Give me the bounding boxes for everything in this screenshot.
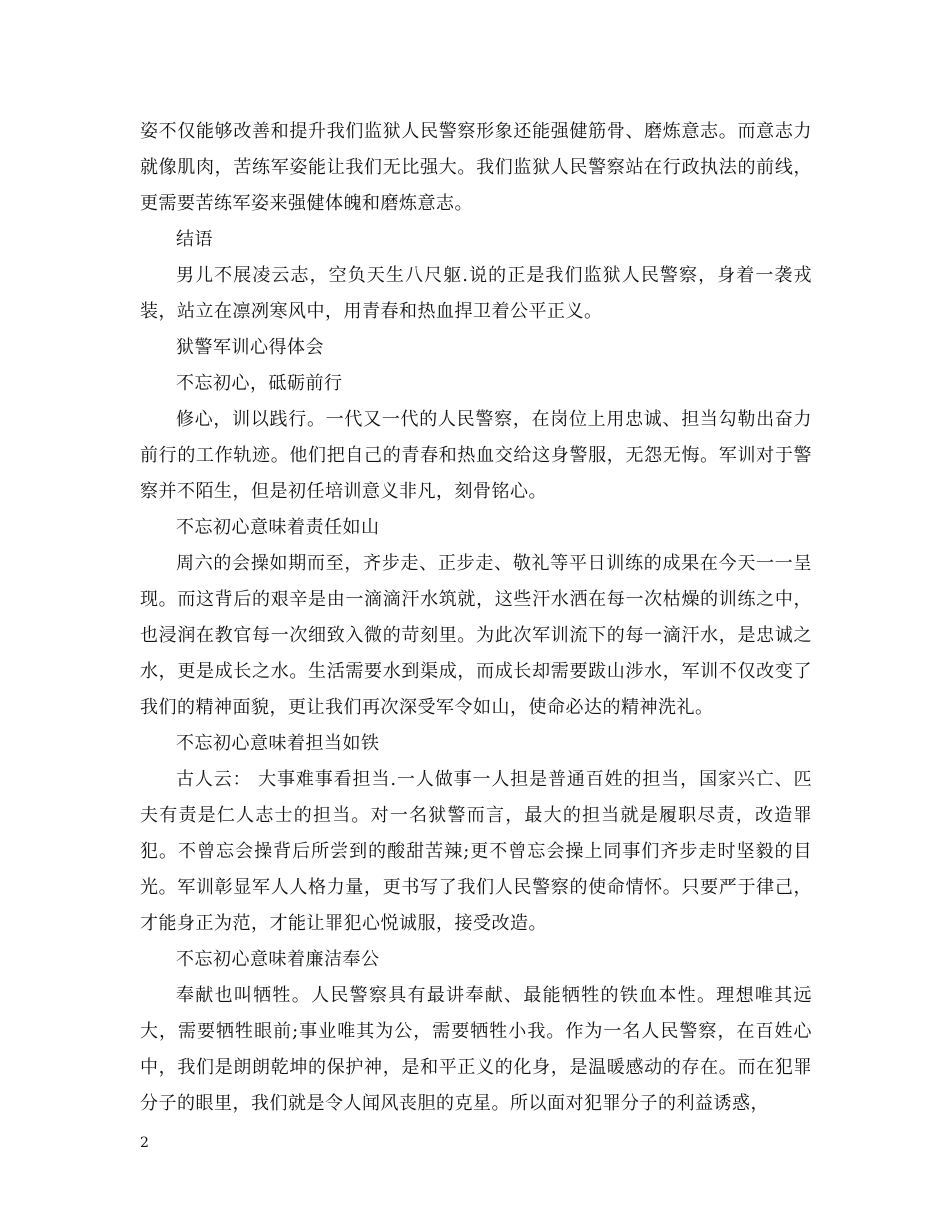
paragraph: 姿不仅能够改善和提升我们监狱人民警察形象还能强健筋骨、磨炼意志。而意志力就像肌肉，苦练军姿能让我们无比强大。我们监狱人民警察站在行政执法的前线，更需要苦练军姿来强健体魄和磨炼意志。 — [140, 121, 812, 214]
body-text — [140, 114, 812, 1122]
paragraph: 周六的会操如期而至，齐步走、正步走、敬礼等平日训练的成果在今天一一呈现。而这背后的艰辛是由一滴滴汗水筑就，这些汗水洒在每一次枯燥的训练之中，也浸润在教官每一次细致入微的苛刻里。为此次军训流下的每一滴汗水，是忠诚之水，更是成长之水。生活需要水到渠成，而成长却需要跋山涉水，军训不仅改变了我们的精神面貌，更让我们再次深受军令如山，使命必达的精神洗礼。 — [140, 553, 812, 718]
page-number: 2 — [140, 1135, 149, 1151]
section-heading: 不忘初心意味着廉洁奉公 — [176, 949, 380, 970]
section-heading: 不忘初心意味着责任如山 — [176, 517, 380, 538]
section-heading: 不忘初心，砥砺前行 — [176, 373, 343, 394]
paragraph: 奉献也叫牺牲。人民警察具有最讲奉献、最能牺牲的铁血本性。理想唯其远大，需要牺牲眼前;事业唯其为公，需要牺牲小我。作为一名人民警察，在百姓心中，我们是朗朗乾坤的保护神，是和平正义的化身，是温暖感动的存在。而在犯罪分子的眼里，我们就是令人闻风丧胆的克星。所以面对犯罪分子的利益诱惑， — [140, 985, 812, 1114]
paragraph: 修心，训以践行。一代又一代的人民警察，在岗位上用忠诚、担当勾勒出奋力前行的工作轨迹。他们把自己的青春和热血交给这身警服，无怨无悔。军训对于警察并不陌生，但是初任培训意义非凡，刻骨铭心。 — [140, 409, 812, 502]
paragraph: 男儿不展凌云志，空负天生八尺躯.说的正是我们监狱人民警察，身着一袭戎装，站立在凛冽寒风中，用青春和热血捍卫着公平正义。 — [140, 265, 812, 322]
article-title: 狱警军训心得体会 — [176, 337, 324, 358]
paragraph: 古人云： 大事难事看担当.一人做事一人担是普通百姓的担当，国家兴亡、匹夫有责是仁人志士的担当。对一名狱警而言，最大的担当就是履职尽责，改造罪犯。不曾忘会操背后所尝到的酸甜苦辣;更不曾忘会操上同事们齐步走时坚毅的目光。军训彰显军人人格力量，更书写了我们人民警察的使命情怀。只要严于律己，才能身正为范，才能让罪犯心悦诚服，接受改造。 — [140, 769, 812, 934]
section-heading: 结语 — [176, 229, 213, 250]
section-heading: 不忘初心意味着担当如铁 — [176, 733, 380, 754]
